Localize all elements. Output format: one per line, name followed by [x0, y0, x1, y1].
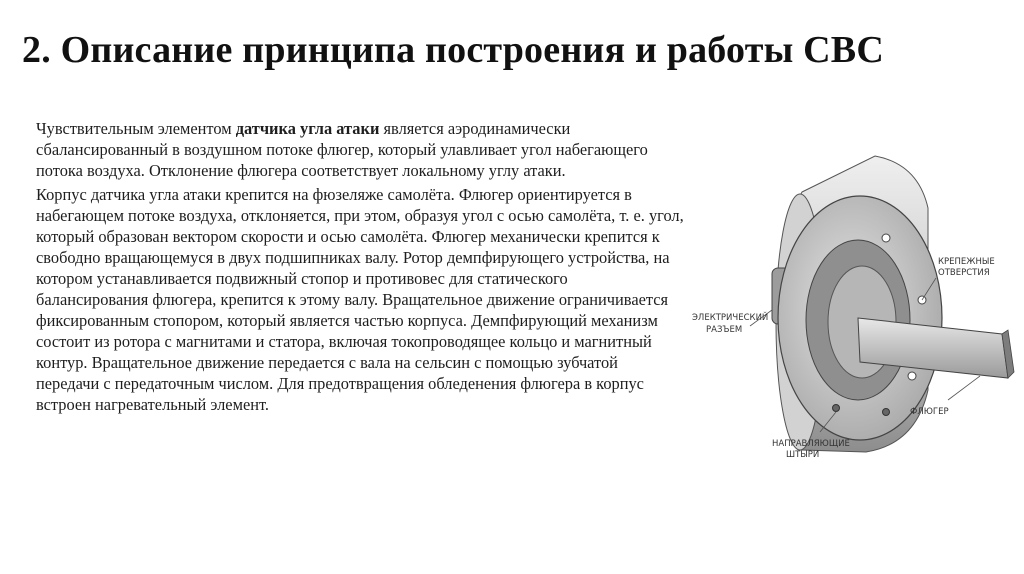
mount-hole: [908, 372, 916, 380]
paragraph-sensor: [36, 118, 684, 181]
guide-pin: [833, 405, 840, 412]
label-connector-2: РАЗЪЕМ: [706, 325, 743, 335]
paragraph-housing: Корпус датчика угла атаки крепится на фюзеляже самолёта. Флюгер ориентируется в набегающем потоке воздуха, отклоняется, при этом, образуя угол с осью самолёта, т. е. угол, который образован вектором скорости и осью самолёта. Флюгер механически крепится к свободно вращающемуся в двух подшипниках валу. Ротор демпфирующего устройства, на котором устанавливается подвижный стопор и противовес для статического балансирования флюгера, крепится к этому валу. Вращательное движение ограничивается фиксированным стопором, который является частью корпуса. Демпфирующий механизм состоит из ротора с магнитами и статора, включая токопроводящее кольцо и магнитный контур. Вращательное движение передается с вала на сельсин с помощью зубчатой передачи с передаточным числом. Для предотвращения обледенения флюгера в корпус встроен нагревательный элемент.: [36, 185, 684, 414]
page-title: 2. Описание принципа построения и работы СВС: [22, 29, 884, 71]
label-guide-pins-1: НАПРАВЛЯЮЩИЕ: [772, 439, 850, 449]
guide-pin: [883, 409, 890, 416]
mount-hole: [882, 234, 890, 242]
paragraph-sensor-end: является аэродинамически сбалансированный в воздушном потоке флюгер, который улавливает угол набегающего потока воздуха. Отклонение флюгера соответствует локальному углу атаки.: [36, 119, 648, 180]
label-vane: ФЛЮГЕР: [910, 407, 949, 417]
body-text: [36, 118, 684, 415]
aoa-sensor-figure: [690, 150, 1020, 480]
label-guide-pins-2: ШТЫРИ: [786, 450, 820, 460]
paragraph-sensor-term: датчика угла атаки: [235, 119, 380, 138]
label-mounting-holes-1: КРЕПЕЖНЫЕ: [938, 257, 995, 267]
label-mounting-holes-2: ОТВЕРСТИЯ: [938, 268, 990, 278]
label-connector-1: ЭЛЕКТРИЧЕСКИЙ: [692, 313, 769, 323]
aoa-sensor-illustration: [690, 150, 1020, 480]
paragraph-sensor-start: Чувствительным элементом: [36, 119, 236, 138]
